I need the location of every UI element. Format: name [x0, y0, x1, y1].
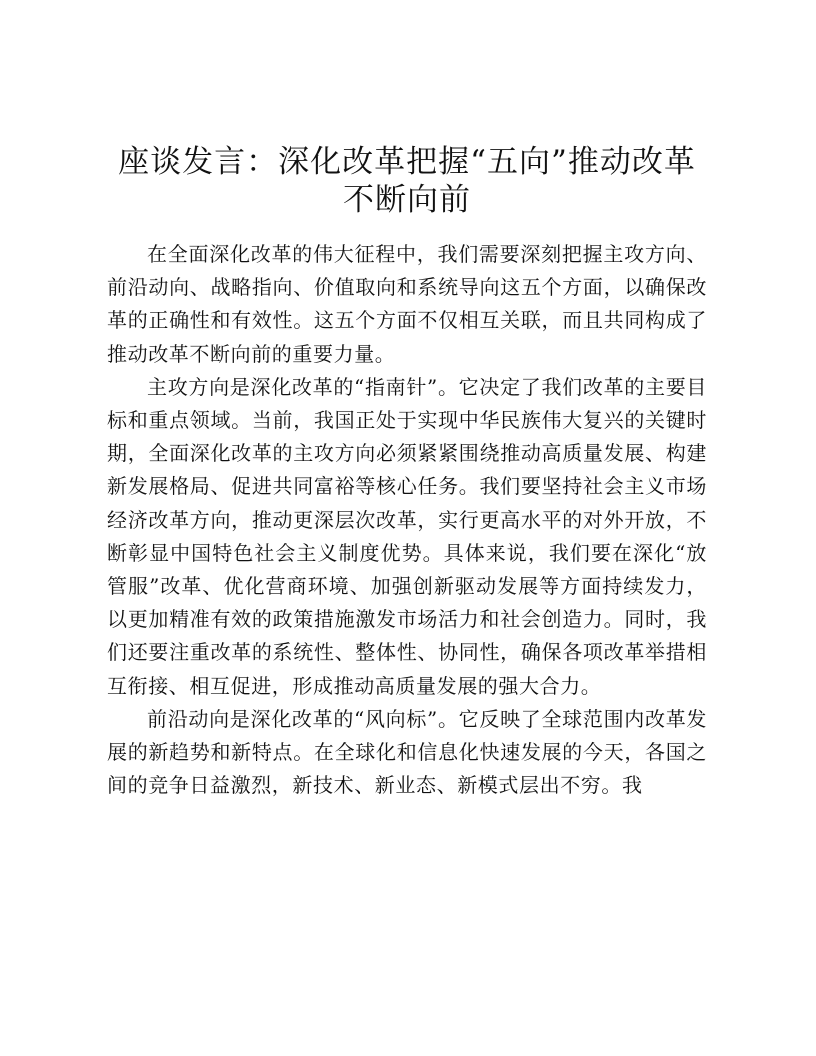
document-body [107, 238, 707, 802]
paragraph-frontier-trend: 前沿动向是深化改革的“风向标”。它反映了全球范围内改革发展的新趋势和新特点。在全球化和信息化快速发展的今天，各国之间的竞争日益激烈，新技术、新业态、新模式层出不穷。我 [107, 706, 707, 798]
paragraph-main-direction: 主攻方向是深化改革的“指南针”。它决定了我们改革的主要目标和重点领域。当前，我国正处于实现中华民族伟大复兴的关键时期，全面深化改革的主攻方向必须紧紧围绕推动高质量发展、构建新发展格局、促进共同富裕等核心任务。我们要坚持社会主义市场经济改革方向，推动更深层次改革，实行更高水平的对外开放，不断彰显中国特色社会主义制度优势。具体来说，我们要在深化“放管服”改革、优化营商环境、加强创新驱动发展等方面持续发力，以更加精准有效的政策措施激发市场活力和社会创造力。同时，我们还要注重改革的系统性、整体性、协同性，确保各项改革举措相互衔接、相互促进，形成推动高质量发展的强大合力。 [107, 374, 707, 698]
document-content [107, 143, 707, 802]
document-title: 座谈发言：深化改革把握“五向”推动改革不断向前 [118, 144, 696, 218]
paragraph-intro: 在全面深化改革的伟大征程中，我们需要深刻把握主攻方向、前沿动向、战略指向、价值取向和系统导向这五个方面，以确保改革的正确性和有效性。这五个方面不仅相互关联，而且共同构成了推动改革不断向前的重要力量。 [107, 242, 707, 366]
